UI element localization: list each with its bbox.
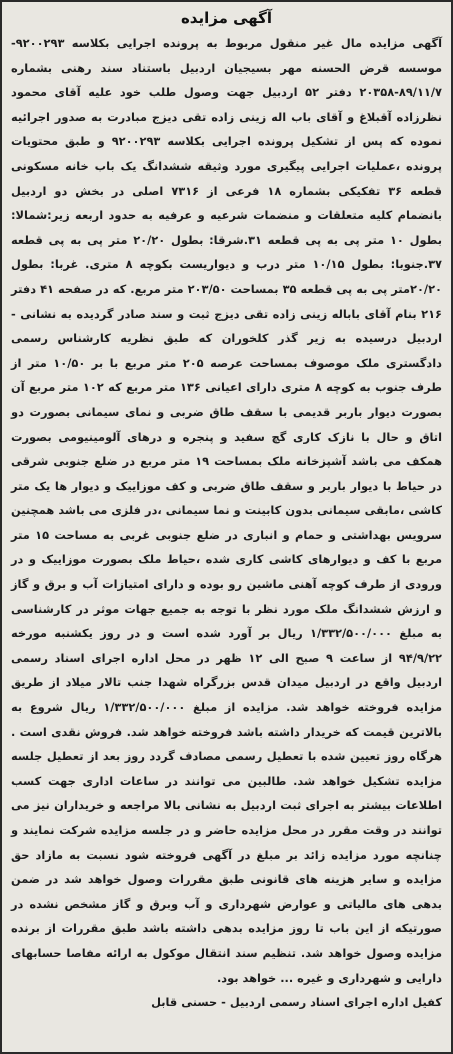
notice-body: آگهی مزایده مال غیر منقول مربوط به پرونده اجرایی بکلاسه ۹۲۰۰۲۹۳- موسسه قرض الحسنه مهر بسیجیان اردبیل باستناد سند رهنی بشماره ۸۹/۱۱/۷-۲۰۳۵۸ دفتر ۵۲ اردبیل جهت وصول طلب خود علیه آقای محمود نظرزاده آقبلاغ و آقای باب اله زینی زاده تقی دیزج مبادرت به صدور اجرائیه نموده که پس از تشکیل پرونده اجرایی بکلاسه ۹۲۰۰۲۹۳ و طبق محتویات پرونده ،عملیات اجرایی پیگیری مورد وثیقه ششدانگ یک باب خانه مسکونی قطعه ۳۶ تفکیکی بشماره ۱۸ فرعی از ۷۳۱۶ اصلی در بخش دو اردبیل بانضمام کلیه متعلقات و منضمات شرعیه و عرفیه به حدود اربعه زیر:شمالا: بطول ۱۰ متر پی به پی قطعه ۳۱.شرقا: بطول ۲۰/۲۰ متر پی به پی قطعه ۳۷.جنوبا: بطول ۱۰/۱۵ متر درب و دیواریست بکوچه ۸ متری. غربا: بطول ۲۰/۲۰متر پی به پی قطعه ۳۵ بمساحت ۲۰۳/۵۰ متر مربع. که در صفحه ۴۱ دفتر ۲۱۶ بنام آقای باباله زینی زاده تقی دیزج ثبت و سند صادر گردیده به نشانی - اردبیل درسیده به زیر گذر کلخوران که طبق نظریه کارشناس رسمی دادگستری ملک موصوف بمساحت عرصه ۲۰۵ متر مربع با بر ۱۰/۵۰ متر از طرف جنوب به کوچه ۸ متری دارای اعیانی ۱۳۶ متر مربع که ۱۰۲ متر مربع آن بصورت دیوار باربر قدیمی با سقف طاق ضربی و نمای سیمانی بصورت دو اتاق و حال با نازک کاری گچ سفید و پنجره و درهای آلومینیومی بصورت همکف می باشد آشپزخانه ملک بمساحت ۱۹ متر مربع در ضلع جنوبی شرقی در حیاط با دیوار باربر و سقف طاق ضربی و کف موزاییک و دیوار ها یک متر کاشی ،مابقی سیمانی بدون کابینت و نما سیمانی ،در فلزی می باشد همچنین سرویس بهداشتی و حمام و انباری در ضلع جنوبی غربی به مساحت ۱۵ متر مربع با کف و دیوارهای کاشی کاری شده ،حیاط ملک بصورت موزاییک و در ورودی از طرف کوچه آهنی ماشین رو بوده و دارای امتیازات آب و برق و گاز و ارزش ششدانگ ملک مورد نظر با توجه به جمیع جهات موثر در کارشناسی به مبلغ ۱/۳۳۲/۵۰۰/۰۰۰ ریال بر آورد شده است و در روز یکشنبه مورخه ۹۴/۹/۲۲ از ساعت ۹ صبح الی ۱۲ ظهر در محل اداره اجرای اسناد رسمی اردبیل واقع در اردبیل میدان قدس بزرگراه شهدا جنب تالار میلاد از طریق مزایده فروخته خواهد شد. مزایده از مبلغ ۱/۳۳۲/۵۰۰/۰۰۰ ریال شروع به بالاترین قیمت که خریدار داشته باشد فروخته خواهد شد. فروش نقدی است . هرگاه روز تعیین شده با تعطیل رسمی مصادف گردد روز بعد از تعطیل جلسه مزایده تشکیل خواهد شد. طالبین می توانند در ساعات اداری جهت کسب اطلاعات بیشتر به اجرای ثبت اردبیل به نشانی بالا مراجعه و خریداران نیز می توانند در وقت مقرر در محل مزایده حاضر و در جلسه مزایده شرکت نمایند و چنانچه مورد مزایده زائد بر مبلغ در آگهی فروخته شود نسبت به مازاد حق مزایده و سایر هزینه های قانونی طبق مقررات وصول خواهد شد در ضمن بدهی های مالیاتی و عوارض شهرداری و آب وبرق و گاز مشخص نشده در صورتیکه از این باب تا روز مزایده بدهی داشته باشد طبق مقررات از برنده مزایده وصول خواهد شد. تنظیم سند انتقال موکول به ارائه مفاصا حسابهای دارایی و شهرداری و غیره ... خواهد بود. xyxy=(11,36,443,985)
notice-title: آگهی مزایده xyxy=(180,9,273,27)
auction-notice xyxy=(6,5,447,1049)
notice-signature: کفیل اداره اجرای اسناد رسمی اردبیل - حسنی قابل xyxy=(151,995,442,1010)
